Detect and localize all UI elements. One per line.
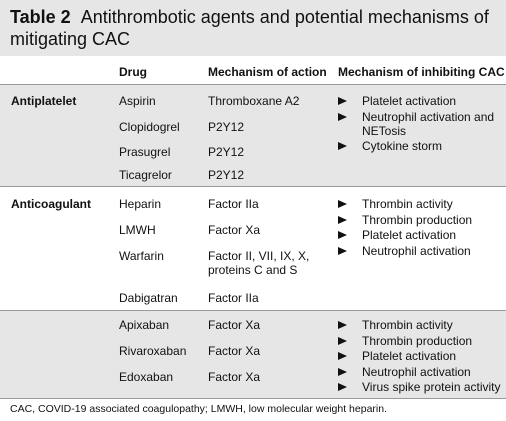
drug-mechanism: P2Y12	[208, 145, 245, 159]
list-item: Neutrophil activation and NETosis	[338, 110, 503, 138]
list-item: Platelet activation	[338, 228, 503, 242]
drug-name: Ticagrelor	[119, 168, 172, 182]
drug-mechanism: Factor II, VII, IX, X, proteins C and S	[208, 249, 310, 277]
list-item: Thrombin production	[338, 334, 503, 348]
inhibiting-list	[338, 197, 503, 259]
bullet-arrow-icon	[338, 321, 347, 329]
header-inhibiting: Mechanism of inhibiting CAC	[338, 65, 505, 79]
table-title	[10, 6, 490, 50]
table-title-bar	[0, 0, 506, 57]
drug-name: Dabigatran	[119, 291, 178, 305]
inhibiting-list	[338, 94, 503, 155]
drug-name: Rivaroxaban	[119, 344, 187, 358]
bullet-arrow-icon	[338, 113, 347, 121]
drug-name: Edoxaban	[119, 370, 174, 384]
drug-mechanism: Factor Xa	[208, 318, 261, 332]
drug-mechanism: Factor IIa	[208, 291, 259, 305]
bullet-arrow-icon	[338, 200, 347, 208]
bullet-arrow-icon	[338, 352, 347, 360]
list-item: Virus spike protein activity	[338, 380, 503, 394]
drug-name: Clopidogrel	[119, 120, 180, 134]
list-item: Thrombin production	[338, 213, 503, 227]
drug-name: Warfarin	[119, 249, 164, 263]
table-caption: Antithrombotic agents and potential mechanisms of mitigating CAC	[10, 7, 489, 49]
section-anticoagulant	[0, 187, 506, 311]
list-item: Platelet activation	[338, 349, 503, 363]
drug-name: LMWH	[119, 223, 156, 237]
drug-mechanism: Factor Xa	[208, 223, 261, 237]
drug-mechanism: Factor IIa	[208, 197, 259, 211]
header-mechanism: Mechanism of action	[208, 65, 327, 79]
drug-name: Aspirin	[119, 94, 156, 108]
section-factor-xa-inhibitors	[0, 311, 506, 399]
list-item: Neutrophil activation	[338, 365, 503, 379]
section-antiplatelet	[0, 85, 506, 187]
list-item: Neutrophil activation	[338, 244, 503, 258]
drug-name: Apixaban	[119, 318, 170, 332]
bullet-arrow-icon	[338, 97, 347, 105]
category-label: Antiplatelet	[11, 94, 77, 108]
list-item: Thrombin activity	[338, 197, 503, 211]
bullet-arrow-icon	[338, 142, 347, 150]
list-item: Cytokine storm	[338, 139, 503, 153]
drug-mechanism: Factor Xa	[208, 370, 261, 384]
bullet-arrow-icon	[338, 368, 347, 376]
category-label: Anticoagulant	[11, 197, 91, 211]
list-item: Thrombin activity	[338, 318, 503, 332]
drug-mechanism: P2Y12	[208, 120, 245, 134]
inhibiting-list	[338, 318, 503, 396]
bullet-arrow-icon	[338, 247, 347, 255]
bullet-arrow-icon	[338, 216, 347, 224]
drug-name: Prasugrel	[119, 145, 171, 159]
bullet-arrow-icon	[338, 231, 347, 239]
header-drug: Drug	[119, 65, 147, 79]
drug-mechanism: Factor Xa	[208, 344, 261, 358]
drug-name: Heparin	[119, 197, 162, 211]
table-footnote: CAC, COVID-19 associated coagulopathy; LMWH, low molecular weight heparin.	[10, 403, 388, 415]
table-number: Table 2	[10, 7, 71, 27]
drug-mechanism: Thromboxane A2	[208, 94, 300, 108]
bullet-arrow-icon	[338, 337, 347, 345]
table-header-row	[0, 56, 506, 85]
bullet-arrow-icon	[338, 383, 347, 391]
drug-mechanism: P2Y12	[208, 168, 245, 182]
list-item: Platelet activation	[338, 94, 503, 108]
